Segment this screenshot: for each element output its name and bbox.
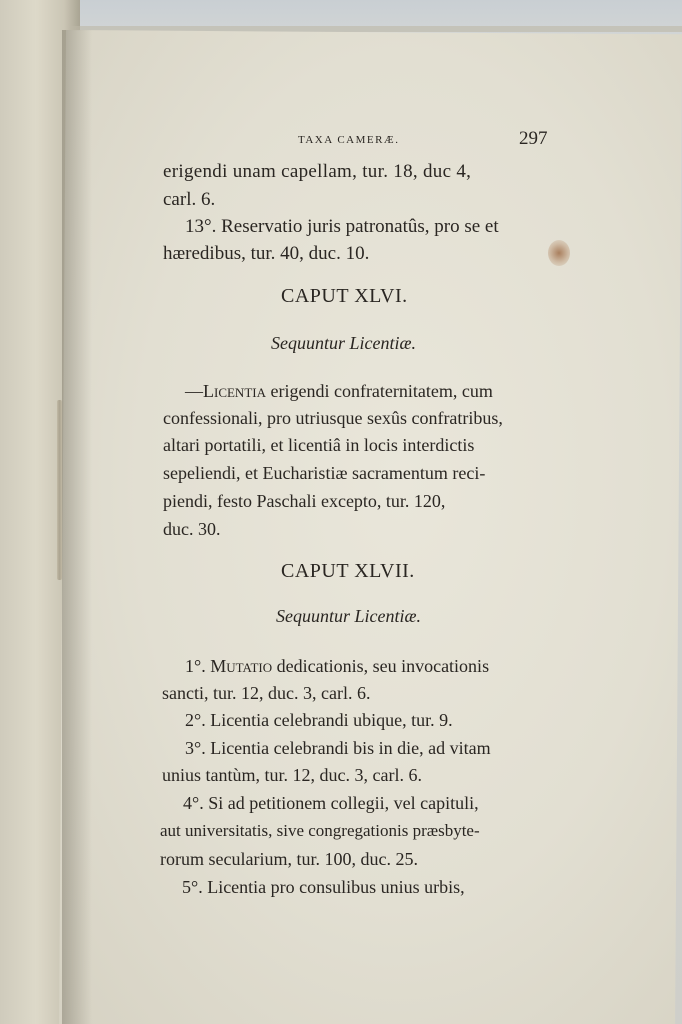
- text-line: erigendi unam capellam, tur. 18, duc 4,: [163, 161, 472, 182]
- text-line: sepeliendi, et Eucharistiæ sacramentum reci-: [163, 463, 486, 483]
- text-line: altari portatili, et licentiâ in locis interdictis: [163, 435, 475, 455]
- text-fragment: erigendi confraternitatem, cum: [270, 381, 493, 401]
- text-line: hæredibus, tur. 40, duc. 10.: [163, 243, 370, 264]
- text-line: piendi, festo Paschali excepto, tur. 120,: [163, 491, 446, 511]
- text-fragment: dedicationis, seu invocationis: [276, 656, 490, 676]
- text-line: [185, 657, 489, 675]
- lead-word: Mutatio: [210, 656, 273, 676]
- chapter-subheading: Sequuntur Licentiæ.: [276, 606, 421, 626]
- chapter-heading: CAPUT XLVI.: [281, 285, 408, 307]
- page-number: 297: [519, 128, 548, 149]
- text-line: sancti, tur. 12, duc. 3, carl. 6.: [162, 683, 371, 703]
- text-line: unius tantùm, tur. 12, duc. 3, carl. 6.: [162, 765, 422, 785]
- text-line: duc. 30.: [163, 519, 221, 539]
- item-number: 1°.: [185, 656, 206, 676]
- text-line: aut universitatis, sive congregationis præsbyte-: [160, 821, 480, 840]
- text-line: rorum secularium, tur. 100, duc. 25.: [160, 849, 418, 869]
- text-line: confessionali, pro utriusque sexûs confratribus,: [163, 408, 503, 428]
- chapter-heading: CAPUT XLVII.: [281, 560, 415, 582]
- lead-word: —Licentia: [185, 381, 266, 401]
- chapter-subheading: Sequuntur Licentiæ.: [271, 333, 416, 353]
- text-line: carl. 6.: [163, 189, 216, 210]
- text-line: 5°. Licentia pro consulibus unius urbis,: [182, 877, 465, 897]
- text-line: 13°. Reservatio juris patronatûs, pro se et: [185, 216, 499, 237]
- text-line: 4°. Si ad petitionem collegii, vel capituli,: [183, 793, 479, 813]
- text-line: [185, 382, 493, 400]
- text-line: 2°. Licentia celebrandi ubique, tur. 9.: [185, 710, 453, 730]
- text-line: 3°. Licentia celebrandi bis in die, ad vitam: [185, 738, 491, 758]
- running-head: TAXA CAMERÆ.: [298, 134, 400, 146]
